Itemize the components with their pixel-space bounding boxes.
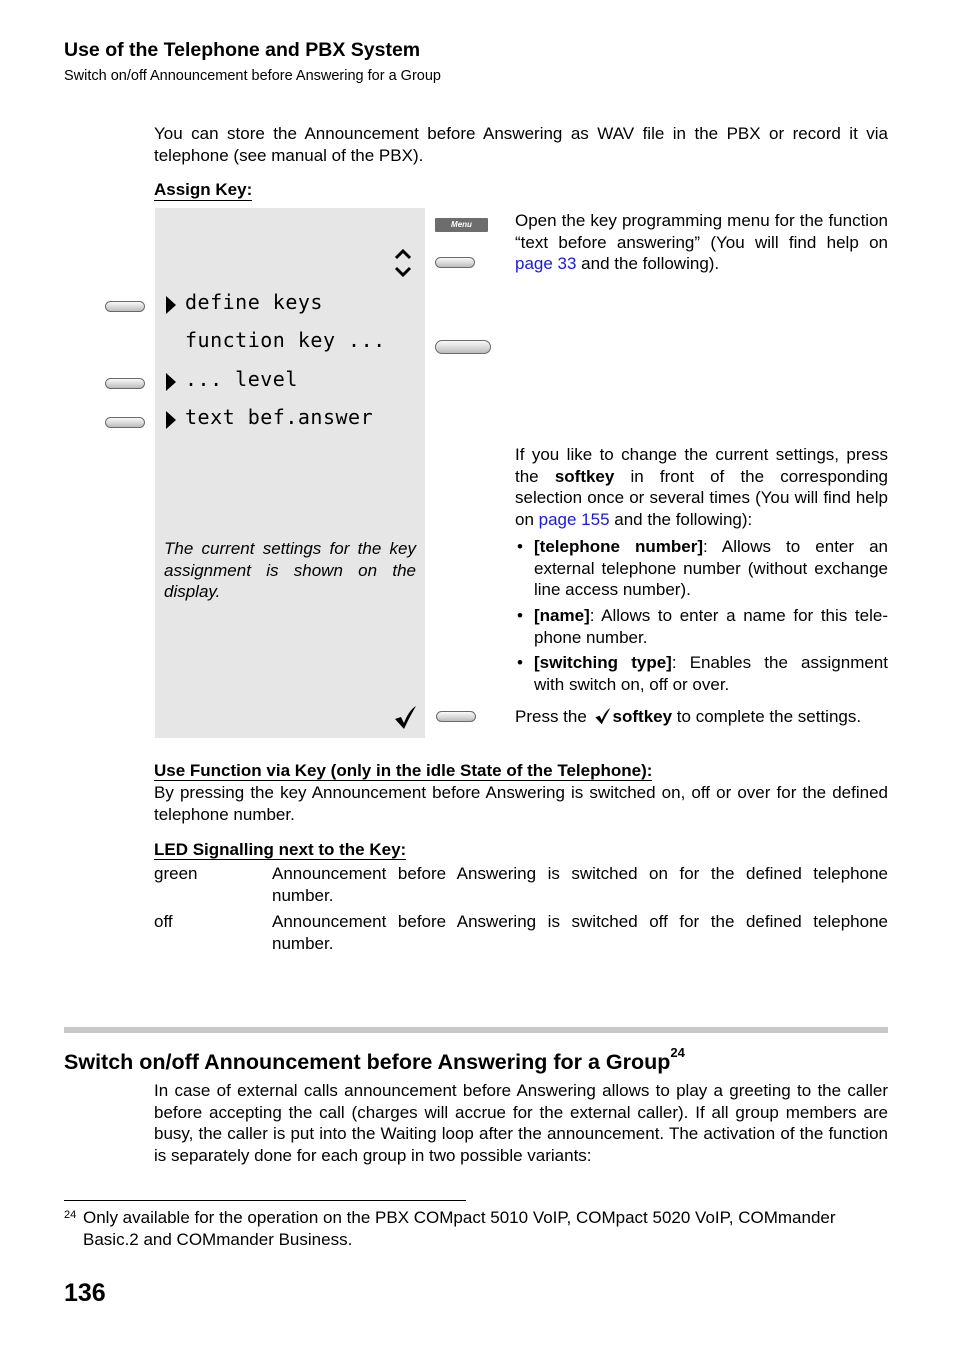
footnote-number: 24: [64, 1209, 77, 1221]
list-item: • [name]: Allows to enter a name for this telephone number.: [515, 605, 888, 648]
running-header-title: Use of the Telephone and PBX System: [64, 39, 421, 61]
selection-triangle-icon: [166, 373, 176, 391]
step-change-settings: If you like to change the current settings, press the softkey in front of the corresponding selection once or several times (You will find help on page 155 and the following): • [telephone number]: Allows to enter an external telephone number (without exchange line access number). • [name]: Allows to enter a name for this telephone number. • [switching type]: Enables the assignment with switch on, off or over.: [515, 444, 888, 700]
use-function-body: By pressing the key Announcement before Answering is switched on, off or over for the defined telephone number.: [154, 783, 888, 824]
intro-paragraph: You can store the Announcement before Answering as WAV file in the PBX or record it via telephone (see manual of the PBX).: [154, 124, 888, 165]
use-function-heading: Use Function via Key (only in the idle State of the Telephone):: [154, 761, 653, 780]
left-softkey-1[interactable]: [105, 301, 145, 312]
led-signalling-heading: LED Signalling next to the Key:: [154, 840, 407, 859]
left-softkey-3[interactable]: [105, 417, 145, 428]
running-header-subtitle: Switch on/off Announcement before Answering for a Group: [64, 68, 441, 84]
page-link-33[interactable]: page 33: [515, 254, 577, 274]
footnote-text: Only available for the operation on the PBX COMpact 5010 VoIP, COMpact 5020 VoIP, COMmander Basic.2 and COMmander Business.: [83, 1208, 836, 1249]
led-desc-green: Announcement before Answering is switched on for the defined telephone number.: [272, 864, 888, 905]
section-divider: [64, 1027, 888, 1033]
list-item: • [switching type]: Enables the assignment with switch on, off or over.: [515, 652, 888, 695]
checkmark-icon: [594, 707, 611, 726]
checkmark-softkey[interactable]: [436, 711, 476, 722]
footnote-reference[interactable]: 24: [670, 1044, 685, 1060]
step-open-menu: Open the key programming menu for the function “text before answering” (You will find help on page 33 and the following).: [515, 211, 888, 274]
list-item: • [telephone number]: Allows to enter an external telephone number (without exchange line access number).: [515, 536, 888, 601]
step-complete-settings: Press the softkey to complete the settings.: [515, 707, 862, 726]
scroll-key[interactable]: [435, 257, 475, 268]
page-link-155[interactable]: page 155: [538, 510, 610, 530]
section-title: Switch on/off Announcement before Answering for a Group$^{24}$: [64, 1044, 685, 1074]
selection-triangle-icon: [166, 411, 176, 429]
footnote-divider: [64, 1200, 466, 1201]
display-line-function-key: function key ...: [185, 328, 386, 352]
settings-list: [515, 536, 888, 696]
checkmark-icon: [393, 705, 417, 731]
led-desc-off: Announcement before Answering is switched off for the defined telephone number.: [272, 912, 888, 953]
page-number: 136: [64, 1279, 106, 1307]
display-note: The current settings for the key assignment is shown on the display.: [164, 539, 416, 602]
up-down-arrows-icon: [393, 246, 413, 280]
confirm-key[interactable]: [435, 340, 491, 354]
display-line-text-bef-answer: text bef.answer: [185, 405, 374, 429]
led-term-green: green: [154, 864, 198, 883]
phone-display: [155, 208, 425, 738]
section-body: In case of external calls announcement before Answering allows to play a greeting to the caller before accepting the call (charges will accrue for the external caller). If all group members are busy, the caller is put into the Waiting loop after the announcement. The activation of the function is separately done for each group in two possible variants:: [154, 1081, 888, 1166]
left-softkey-2[interactable]: [105, 378, 145, 389]
display-line-level: ... level: [185, 367, 298, 391]
menu-button[interactable]: Menu: [435, 218, 488, 232]
display-line-define-keys: define keys: [185, 290, 323, 314]
selection-triangle-icon: [166, 296, 176, 314]
assign-key-heading: Assign Key:: [154, 180, 253, 199]
led-term-off: off: [154, 912, 173, 931]
